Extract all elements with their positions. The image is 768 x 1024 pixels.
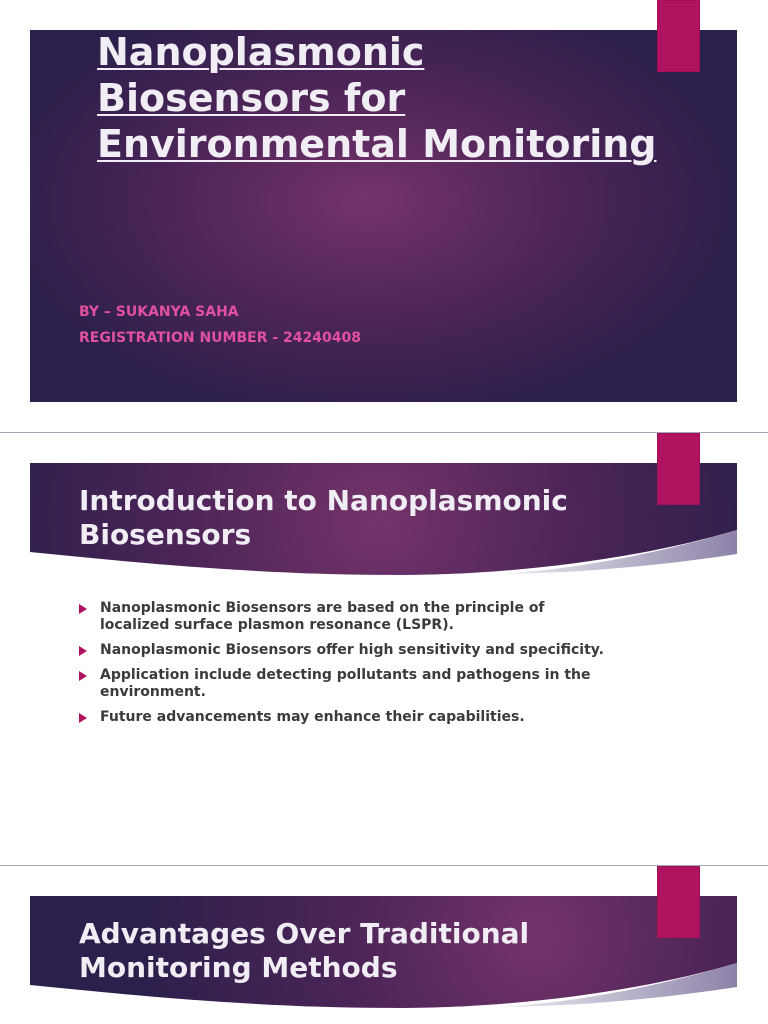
bullet-item	[79, 600, 606, 634]
author-line: BY – SUKANYA SAHA	[79, 304, 239, 320]
title-line: Biosensors for	[97, 76, 406, 120]
presentation-title	[97, 29, 656, 167]
accent-tab	[657, 0, 700, 72]
slide-3	[0, 866, 768, 1024]
bullet-text: Application include detecting pollutants and pathogens in the environment.	[100, 667, 591, 700]
bullet-item	[79, 642, 606, 659]
title-line: Environmental Monitoring	[97, 122, 657, 166]
slide-title: Introduction to Nanoplasmonic Biosensors	[79, 484, 568, 551]
registration-line: REGISTRATION NUMBER - 24240408	[79, 330, 361, 346]
slide-title: Advantages Over Traditional Monitoring Methods	[79, 917, 530, 984]
triangle-right-icon	[79, 604, 87, 614]
slide-1	[0, 0, 768, 432]
bullet-item	[79, 709, 606, 726]
triangle-right-icon	[79, 671, 87, 681]
triangle-right-icon	[79, 646, 87, 656]
bullet-text: Nanoplasmonic Biosensors offer high sensitivity and specificity.	[100, 642, 604, 658]
bullet-text: Future advancements may enhance their capabilities.	[100, 709, 525, 725]
slide-2	[0, 433, 768, 865]
triangle-right-icon	[79, 713, 87, 723]
bullet-item	[79, 667, 606, 701]
subtitle	[79, 299, 361, 351]
bullet-text: Nanoplasmonic Biosensors are based on the principle of localized surface plasmon resonance (LSPR).	[100, 600, 545, 633]
title-line: Nanoplasmonic	[97, 30, 425, 74]
bullet-list	[79, 600, 606, 734]
